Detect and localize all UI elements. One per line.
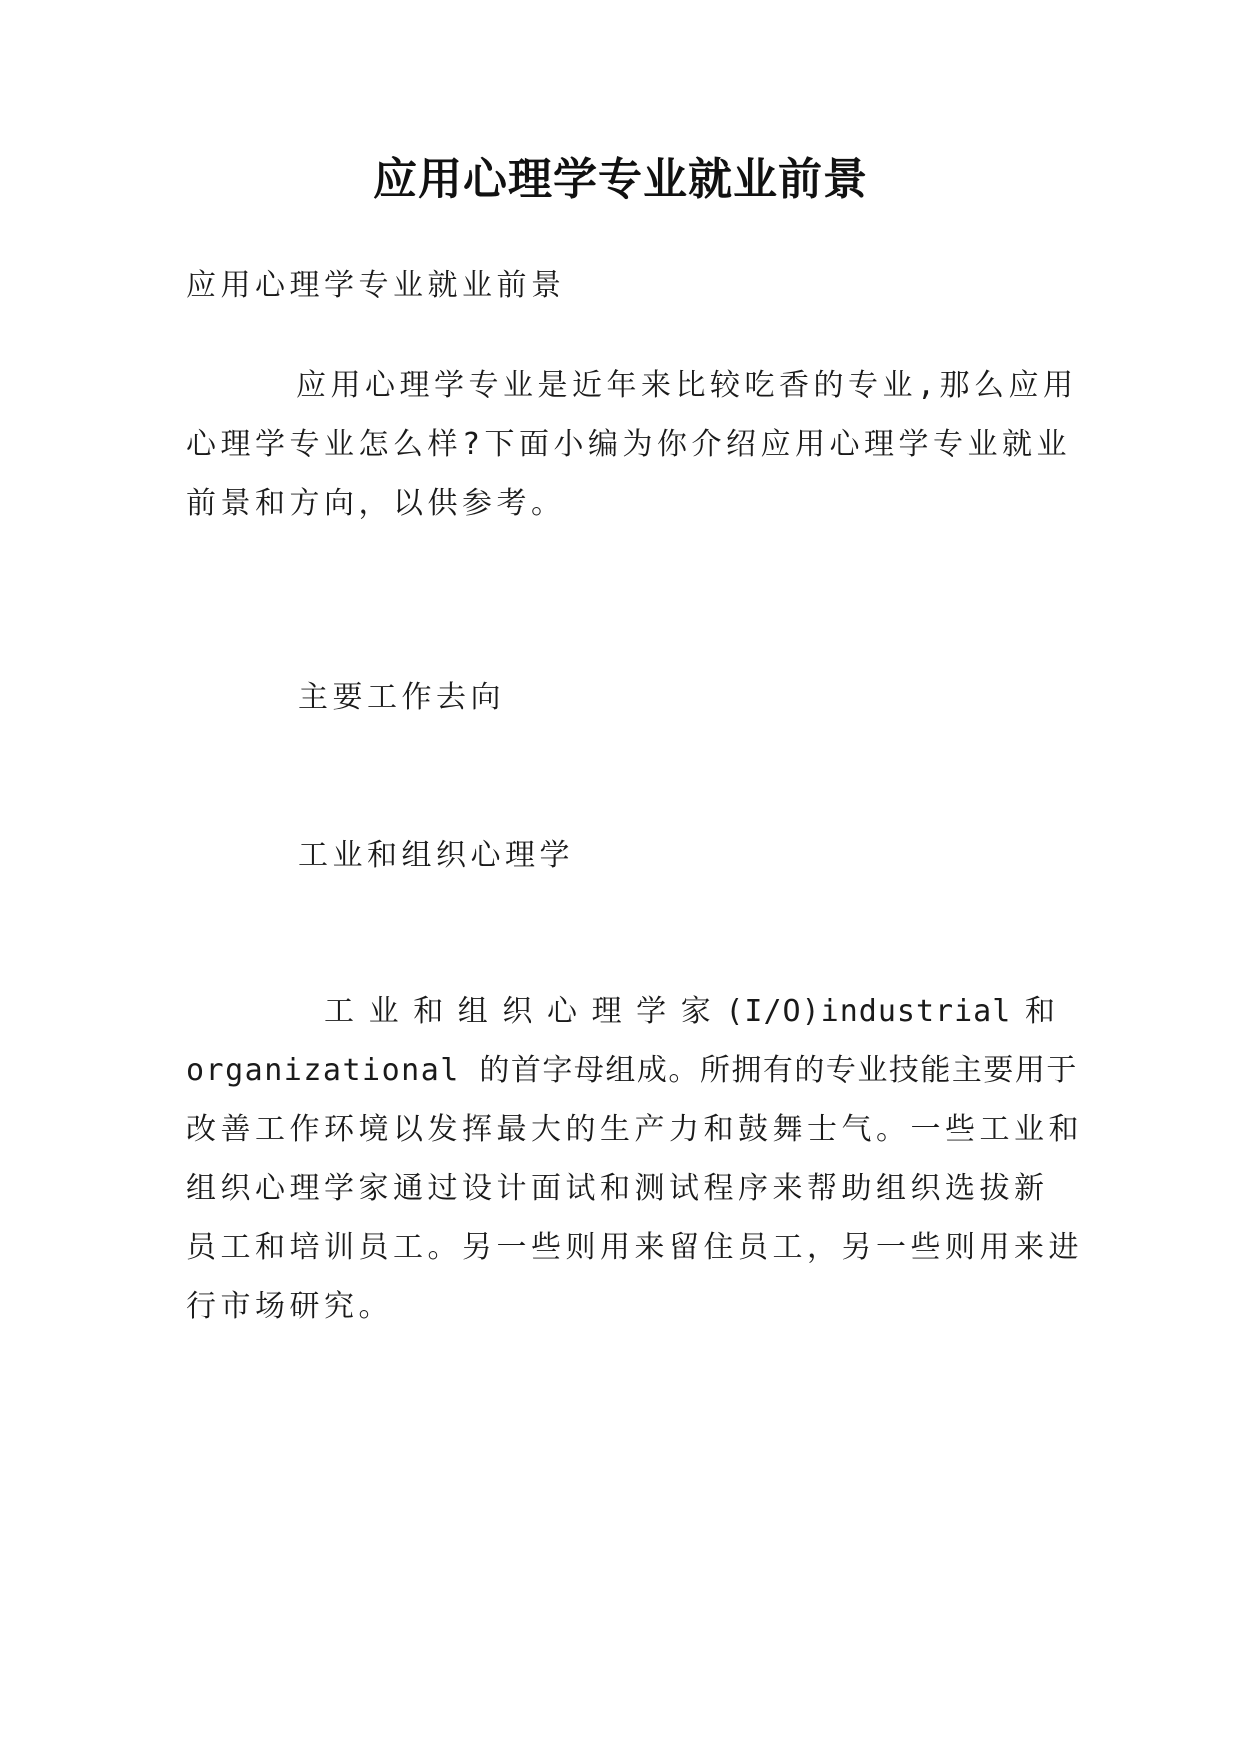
intro-paragraph [186,356,1078,533]
section-heading: 主要工作去向 [298,680,505,715]
body-token: (I/O)industrial [725,994,1012,1029]
body-line: organizational 的首字母组成。所拥有的专业技能主要用于 [186,1053,1078,1088]
body-line: 行市场研究。 [186,1289,393,1324]
body-token: 织 [502,994,534,1029]
intro-line: 心理学专业怎么样?下面小编为你介绍应用心理学专业就业 [186,427,1072,462]
document-subtitle: 应用心理学专业就业前景 [186,268,566,303]
body-token: 业 [368,994,400,1029]
intro-line: 应用心理学专业是近年来比较吃香的专业,那么应用 [296,368,1078,403]
body-line: 组织心理学家通过设计面试和测试程序来帮助组织选拔新 [186,1171,1049,1206]
body-paragraph [186,982,1083,1336]
body-first-line [186,982,1056,1041]
body-token: 学 [636,994,668,1029]
body-line: 员工和培训员工。另一些则用来留住员工，另一些则用来进 [186,1230,1083,1265]
intro-line: 前景和方向，以供参考。 [186,486,566,521]
body-token: 理 [591,994,623,1029]
body-token: 组 [457,994,489,1029]
document-title: 应用心理学专业就业前景 [373,154,868,205]
body-token: 工 [324,994,355,1029]
body-line: 改善工作环境以发挥最大的生产力和鼓舞士气。一些工业和 [186,1112,1083,1147]
body-token: 心 [546,994,578,1029]
body-token: 和 [413,994,445,1029]
body-token: 和 [1024,994,1056,1029]
subsection-heading: 工业和组织心理学 [298,838,574,873]
body-token: 家 [680,994,712,1029]
